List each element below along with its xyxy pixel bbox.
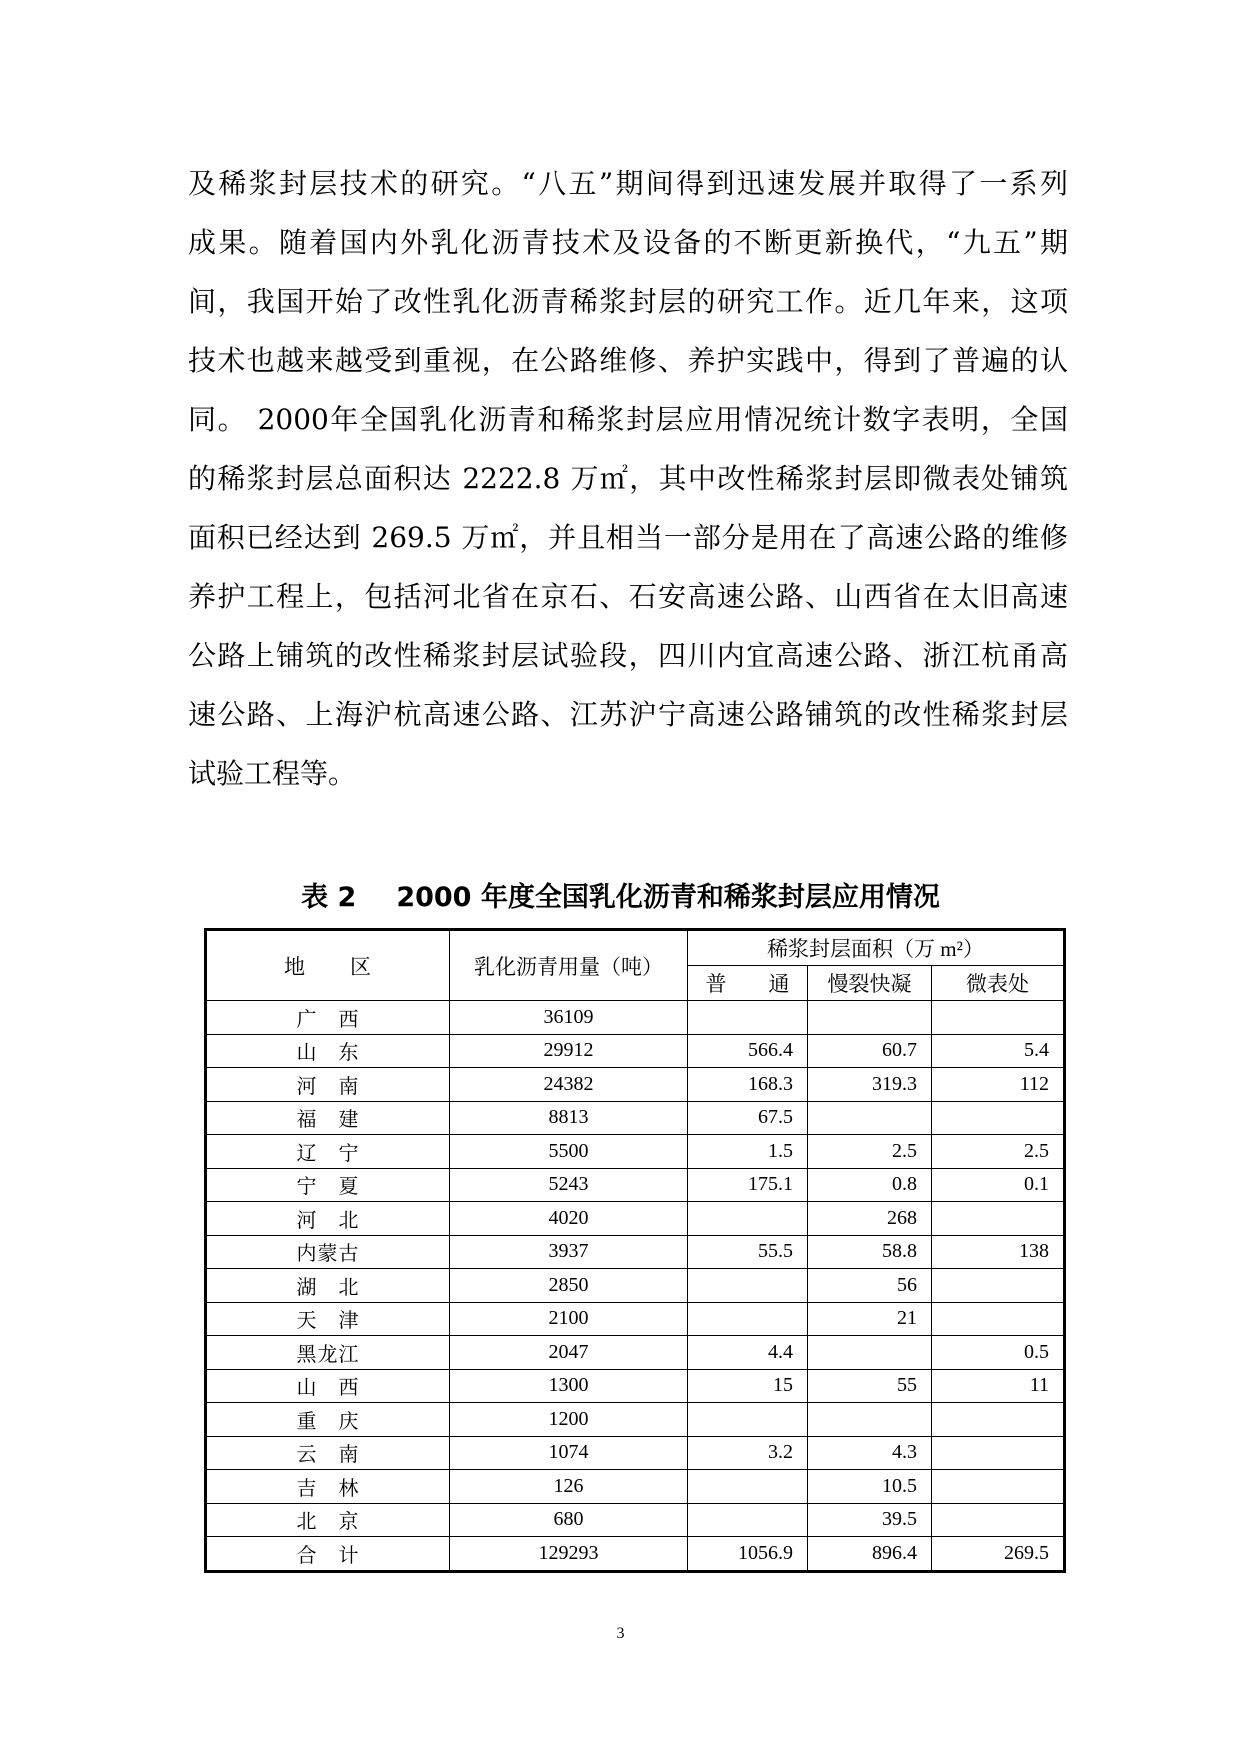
header-slurry-area: 稀浆封层面积（万 m²） [688, 930, 1065, 966]
micro-cell [932, 1202, 1065, 1236]
micro-cell [932, 1403, 1065, 1437]
table-row [206, 1503, 1065, 1537]
micro-cell: 2.5 [932, 1135, 1065, 1169]
quick-cell [808, 1101, 932, 1135]
table-row [206, 1135, 1065, 1169]
quick-cell: 58.8 [808, 1235, 932, 1269]
micro-cell [932, 1436, 1065, 1470]
quick-cell: 39.5 [808, 1503, 932, 1537]
micro-cell: 11 [932, 1369, 1065, 1403]
quick-cell: 55 [808, 1369, 932, 1403]
table-number: 表 2 [301, 882, 357, 913]
table-row [206, 1403, 1065, 1437]
quick-cell: 56 [808, 1269, 932, 1303]
application-table [204, 928, 1066, 1573]
ordinary-cell: 67.5 [688, 1101, 808, 1135]
quick-cell [808, 1001, 932, 1035]
micro-cell: 0.1 [932, 1168, 1065, 1202]
ordinary-cell: 15 [688, 1369, 808, 1403]
region-cell: 吉 林 [206, 1470, 450, 1504]
page-number: 3 [616, 1625, 625, 1642]
emulsion-cell: 24382 [450, 1068, 688, 1102]
paragraph-line: 养护工程上，包括河北省在京石、石安高速公路、山西省在太旧高速 [188, 580, 1068, 613]
region-cell: 宁 夏 [206, 1168, 450, 1202]
paragraph-line: 试验工程等。 [188, 757, 357, 790]
region-cell: 山 东 [206, 1034, 450, 1068]
ordinary-cell [688, 1001, 808, 1035]
emulsion-cell: 2047 [450, 1336, 688, 1370]
region-cell: 云 南 [206, 1436, 450, 1470]
ordinary-cell: 175.1 [688, 1168, 808, 1202]
table-row [206, 1168, 1065, 1202]
emulsion-cell: 1074 [450, 1436, 688, 1470]
region-cell: 山 西 [206, 1369, 450, 1403]
ordinary-cell [688, 1202, 808, 1236]
table-row [206, 1269, 1065, 1303]
ordinary-cell: 168.3 [688, 1068, 808, 1102]
paragraph-line: 及稀浆封层技术的研究。“八五”期间得到迅速发展并取得了一系列 [188, 167, 1068, 200]
table-row [206, 1537, 1065, 1572]
region-cell: 河 南 [206, 1068, 450, 1102]
region-cell: 重 庆 [206, 1403, 450, 1437]
quick-cell: 2.5 [808, 1135, 932, 1169]
emulsion-cell: 1200 [450, 1403, 688, 1437]
table-row [206, 1202, 1065, 1236]
quick-cell: 896.4 [808, 1537, 932, 1572]
quick-cell: 319.3 [808, 1068, 932, 1102]
ordinary-cell [688, 1269, 808, 1303]
micro-cell [932, 1001, 1065, 1035]
ordinary-cell: 4.4 [688, 1336, 808, 1370]
paragraph-line: 面积已经达到 269.5 万㎡，并且相当一部分是用在了高速公路的维修 [188, 521, 1068, 554]
quick-cell: 60.7 [808, 1034, 932, 1068]
quick-cell: 4.3 [808, 1436, 932, 1470]
micro-cell: 112 [932, 1068, 1065, 1102]
emulsion-cell: 8813 [450, 1101, 688, 1135]
paragraph-line: 公路上铺筑的改性稀浆封层试验段，四川内宜高速公路、浙江杭甬高 [188, 639, 1068, 672]
paragraph-line: 同。 2000年全国乳化沥青和稀浆封层应用情况统计数字表明，全国 [188, 403, 1068, 436]
table-row [206, 1336, 1065, 1370]
region-cell: 北 京 [206, 1503, 450, 1537]
region-cell: 合 计 [206, 1537, 450, 1572]
paragraph-line: 速公路、上海沪杭高速公路、江苏沪宁高速公路铺筑的改性稀浆封层 [188, 698, 1068, 731]
emulsion-cell: 3937 [450, 1235, 688, 1269]
quick-cell: 10.5 [808, 1470, 932, 1504]
emulsion-cell: 29912 [450, 1034, 688, 1068]
micro-cell: 0.5 [932, 1336, 1065, 1370]
micro-cell [932, 1470, 1065, 1504]
micro-cell: 269.5 [932, 1537, 1065, 1572]
ordinary-cell: 55.5 [688, 1235, 808, 1269]
region-cell: 黑龙江 [206, 1336, 450, 1370]
table-title-text: 2000 年度全国乳化沥青和稀浆封层应用情况 [396, 882, 940, 913]
ordinary-cell: 3.2 [688, 1436, 808, 1470]
emulsion-cell: 680 [450, 1503, 688, 1537]
table-row [206, 1470, 1065, 1504]
micro-cell [932, 1302, 1065, 1336]
paragraph-line: 技术也越来越受到重视，在公路维修、养护实践中，得到了普遍的认 [188, 344, 1068, 377]
table-row [206, 1001, 1065, 1035]
quick-cell: 268 [808, 1202, 932, 1236]
paragraph-line: 成果。随着国内外乳化沥青技术及设备的不断更新换代，“九五”期 [188, 226, 1068, 259]
region-cell: 内蒙古 [206, 1235, 450, 1269]
region-cell: 湖 北 [206, 1269, 450, 1303]
region-cell: 河 北 [206, 1202, 450, 1236]
emulsion-cell: 126 [450, 1470, 688, 1504]
paragraph-line: 的稀浆封层总面积达 2222.8 万㎡，其中改性稀浆封层即微表处铺筑 [188, 462, 1068, 495]
quick-cell: 21 [808, 1302, 932, 1336]
region-cell: 辽 宁 [206, 1135, 450, 1169]
region-cell: 广 西 [206, 1001, 450, 1035]
header-emulsion: 乳化沥青用量（吨） [450, 930, 688, 1001]
table-row [206, 1034, 1065, 1068]
table-row [206, 1436, 1065, 1470]
ordinary-cell [688, 1470, 808, 1504]
table-row [206, 1302, 1065, 1336]
header-quick: 慢裂快凝 [808, 966, 932, 1001]
micro-cell [932, 1101, 1065, 1135]
ordinary-cell: 1.5 [688, 1135, 808, 1169]
header-region: 地 区 [206, 930, 450, 1001]
emulsion-cell: 5243 [450, 1168, 688, 1202]
ordinary-cell [688, 1403, 808, 1437]
ordinary-cell: 1056.9 [688, 1537, 808, 1572]
table-caption [0, 880, 1241, 916]
table-row [206, 1101, 1065, 1135]
ordinary-cell [688, 1503, 808, 1537]
region-cell: 福 建 [206, 1101, 450, 1135]
table-row [206, 1369, 1065, 1403]
emulsion-cell: 2100 [450, 1302, 688, 1336]
table-body [206, 1001, 1065, 1572]
quick-cell [808, 1403, 932, 1437]
table-row [206, 1235, 1065, 1269]
header-ordinary: 普 通 [688, 966, 808, 1001]
header-micro: 微表处 [932, 966, 1065, 1001]
table-row [206, 1068, 1065, 1102]
body-paragraph [188, 160, 1068, 809]
quick-cell [808, 1336, 932, 1370]
region-cell: 天 津 [206, 1302, 450, 1336]
emulsion-cell: 36109 [450, 1001, 688, 1035]
micro-cell [932, 1503, 1065, 1537]
micro-cell: 5.4 [932, 1034, 1065, 1068]
emulsion-cell: 4020 [450, 1202, 688, 1236]
emulsion-cell: 1300 [450, 1369, 688, 1403]
ordinary-cell: 566.4 [688, 1034, 808, 1068]
micro-cell [932, 1269, 1065, 1303]
ordinary-cell [688, 1302, 808, 1336]
emulsion-cell: 5500 [450, 1135, 688, 1169]
emulsion-cell: 2850 [450, 1269, 688, 1303]
quick-cell: 0.8 [808, 1168, 932, 1202]
paragraph-line: 间，我国开始了改性乳化沥青稀浆封层的研究工作。近几年来，这项 [188, 285, 1068, 318]
emulsion-cell: 129293 [450, 1537, 688, 1572]
micro-cell: 138 [932, 1235, 1065, 1269]
